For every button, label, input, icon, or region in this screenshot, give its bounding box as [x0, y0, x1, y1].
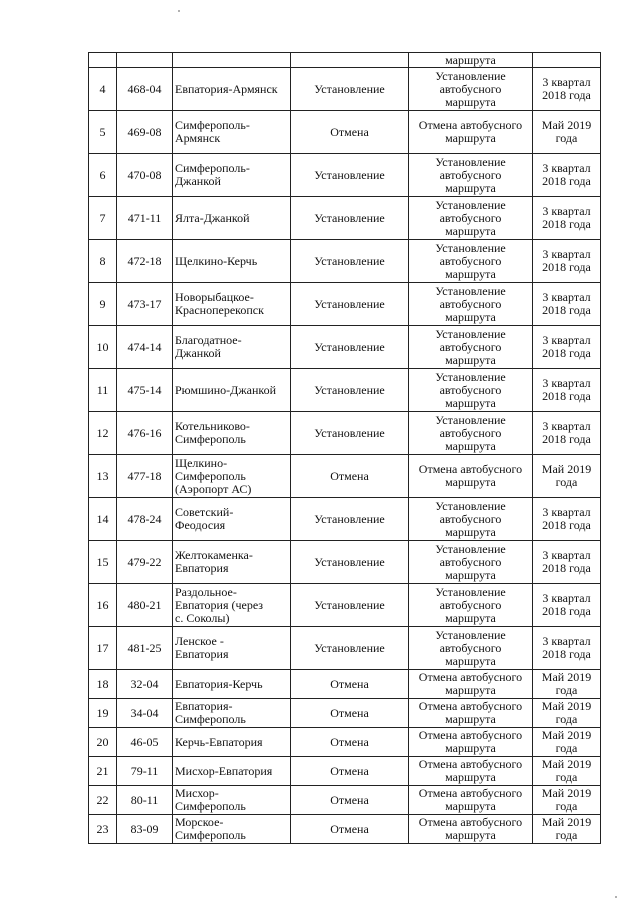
cell-route-name: Евпатория-Армянск [173, 68, 291, 111]
table-row [89, 815, 601, 844]
cell-code: 477-18 [117, 455, 173, 498]
table-row [89, 154, 601, 197]
table-row [89, 197, 601, 240]
cell-action: Установление [291, 412, 409, 455]
cell-num: 23 [89, 815, 117, 844]
cell-num: 16 [89, 584, 117, 627]
cell-code: 471-11 [117, 197, 173, 240]
cell-date [533, 53, 601, 68]
cell-action: Отмена [291, 699, 409, 728]
cell-route-name: Желтокаменка- Евпатория [173, 541, 291, 584]
cell-description: Отмена автобусного маршрута [409, 670, 533, 699]
cell-action: Отмена [291, 786, 409, 815]
table-row [89, 757, 601, 786]
cell-num: 14 [89, 498, 117, 541]
cell-date: Май 2019 года [533, 111, 601, 154]
table-row [89, 283, 601, 326]
cell-action: Установление [291, 240, 409, 283]
cell-route-name: Мисхор- Симферополь [173, 786, 291, 815]
cell-route-name: Ялта-Джанкой [173, 197, 291, 240]
cell-action: Установление [291, 326, 409, 369]
table-row [89, 786, 601, 815]
cell-date: 3 квартал 2018 года [533, 68, 601, 111]
cell-description: Отмена автобусного маршрута [409, 455, 533, 498]
cell-route-name: Советский- Феодосия [173, 498, 291, 541]
cell-description: Установление автобусного маршрута [409, 369, 533, 412]
cell-date: 3 квартал 2018 года [533, 627, 601, 670]
cell-date: 3 квартал 2018 года [533, 412, 601, 455]
cell-route-name [173, 53, 291, 68]
table-row [89, 111, 601, 154]
cell-date: 3 квартал 2018 года [533, 541, 601, 584]
cell-action: Отмена [291, 757, 409, 786]
cell-num: 5 [89, 111, 117, 154]
cell-code: 472-18 [117, 240, 173, 283]
cell-description: Установление автобусного маршрута [409, 498, 533, 541]
cell-description: Отмена автобусного маршрута [409, 786, 533, 815]
routes-table [88, 52, 601, 844]
cell-route-name: Керчь-Евпатория [173, 728, 291, 757]
cell-code: 46-05 [117, 728, 173, 757]
cell-num: 9 [89, 283, 117, 326]
cell-num: 10 [89, 326, 117, 369]
cell-action [291, 53, 409, 68]
cell-route-name: Морское- Симферополь [173, 815, 291, 844]
table-row [89, 584, 601, 627]
cell-description: Установление автобусного маршрута [409, 326, 533, 369]
cell-date: 3 квартал 2018 года [533, 498, 601, 541]
cell-description: Установление автобусного маршрута [409, 412, 533, 455]
cell-route-name: Благодатное- Джанкой [173, 326, 291, 369]
cell-action: Отмена [291, 111, 409, 154]
table-row [89, 498, 601, 541]
cell-description: Отмена автобусного маршрута [409, 815, 533, 844]
cell-num: 13 [89, 455, 117, 498]
cell-code: 83-09 [117, 815, 173, 844]
cell-date: Май 2019 года [533, 815, 601, 844]
cell-description: Отмена автобусного маршрута [409, 699, 533, 728]
cell-date: 3 квартал 2018 года [533, 584, 601, 627]
cell-description: Отмена автобусного маршрута [409, 728, 533, 757]
cell-date: Май 2019 года [533, 757, 601, 786]
cell-route-name: Рюмшино-Джанкой [173, 369, 291, 412]
table-row [89, 240, 601, 283]
table-row [89, 670, 601, 699]
table-row [89, 541, 601, 584]
table-row [89, 68, 601, 111]
cell-code: 474-14 [117, 326, 173, 369]
cell-action: Установление [291, 68, 409, 111]
table-row [89, 455, 601, 498]
cell-date: Май 2019 года [533, 699, 601, 728]
cell-code: 481-25 [117, 627, 173, 670]
table-row [89, 627, 601, 670]
cell-route-name: Щелкино- Симферополь (Аэропорт АС) [173, 455, 291, 498]
cell-route-name: Щелкино-Керчь [173, 240, 291, 283]
cell-code: 468-04 [117, 68, 173, 111]
cell-description: Отмена автобусного маршрута [409, 757, 533, 786]
cell-date: Май 2019 года [533, 670, 601, 699]
cell-action: Отмена [291, 728, 409, 757]
cell-num: 21 [89, 757, 117, 786]
cell-num: 6 [89, 154, 117, 197]
cell-code: 469-08 [117, 111, 173, 154]
table-row [89, 326, 601, 369]
cell-description: Установление автобусного маршрута [409, 584, 533, 627]
cell-date: 3 квартал 2018 года [533, 154, 601, 197]
cell-num: 20 [89, 728, 117, 757]
table-row [89, 369, 601, 412]
cell-code [117, 53, 173, 68]
cell-route-name: Евпатория-Керчь [173, 670, 291, 699]
cell-date: 3 квартал 2018 года [533, 197, 601, 240]
cell-description: Установление автобусного маршрута [409, 541, 533, 584]
cell-action: Установление [291, 369, 409, 412]
cell-action: Установление [291, 197, 409, 240]
cell-route-name: Раздольное- Евпатория (через с. Соколы) [173, 584, 291, 627]
scan-speck [615, 896, 617, 898]
cell-description: Установление автобусного маршрута [409, 68, 533, 111]
cell-num: 18 [89, 670, 117, 699]
cell-route-name: Ленское - Евпатория [173, 627, 291, 670]
cell-description: Установление автобусного маршрута [409, 240, 533, 283]
cell-action: Установление [291, 627, 409, 670]
cell-num: 17 [89, 627, 117, 670]
cell-num: 11 [89, 369, 117, 412]
cell-date: 3 квартал 2018 года [533, 283, 601, 326]
cell-route-name: Мисхор-Евпатория [173, 757, 291, 786]
cell-code: 473-17 [117, 283, 173, 326]
cell-code: 34-04 [117, 699, 173, 728]
table-row [89, 412, 601, 455]
cell-action: Отмена [291, 670, 409, 699]
cell-code: 478-24 [117, 498, 173, 541]
cell-description: маршрута [409, 53, 533, 68]
cell-route-name: Симферополь- Джанкой [173, 154, 291, 197]
cell-code: 470-08 [117, 154, 173, 197]
cell-description: Установление автобусного маршрута [409, 197, 533, 240]
cell-date: Май 2019 года [533, 455, 601, 498]
cell-action: Отмена [291, 455, 409, 498]
cell-action: Установление [291, 154, 409, 197]
cell-action: Установление [291, 498, 409, 541]
scan-speck [178, 10, 180, 12]
table-row [89, 699, 601, 728]
cell-code: 475-14 [117, 369, 173, 412]
cell-date: Май 2019 года [533, 786, 601, 815]
routes-table-body [89, 53, 601, 844]
cell-code: 479-22 [117, 541, 173, 584]
cell-code: 476-16 [117, 412, 173, 455]
cell-action: Установление [291, 584, 409, 627]
cell-description: Отмена автобусного маршрута [409, 111, 533, 154]
cell-date: 3 квартал 2018 года [533, 326, 601, 369]
cell-date: 3 квартал 2018 года [533, 369, 601, 412]
table-row-continuation [89, 53, 601, 68]
table-row [89, 728, 601, 757]
cell-num: 8 [89, 240, 117, 283]
cell-action: Установление [291, 541, 409, 584]
cell-action: Установление [291, 283, 409, 326]
cell-num: 19 [89, 699, 117, 728]
cell-description: Установление автобусного маршрута [409, 283, 533, 326]
cell-code: 79-11 [117, 757, 173, 786]
cell-code: 32-04 [117, 670, 173, 699]
cell-num: 7 [89, 197, 117, 240]
cell-description: Установление автобусного маршрута [409, 154, 533, 197]
cell-description: Установление автобусного маршрута [409, 627, 533, 670]
cell-route-name: Симферополь- Армянск [173, 111, 291, 154]
cell-code: 80-11 [117, 786, 173, 815]
cell-date: Май 2019 года [533, 728, 601, 757]
cell-action: Отмена [291, 815, 409, 844]
cell-date: 3 квартал 2018 года [533, 240, 601, 283]
cell-num: 12 [89, 412, 117, 455]
cell-route-name: Евпатория- Симферополь [173, 699, 291, 728]
cell-route-name: Котельниково- Симферополь [173, 412, 291, 455]
cell-num: 4 [89, 68, 117, 111]
cell-code: 480-21 [117, 584, 173, 627]
cell-num: 15 [89, 541, 117, 584]
cell-num: 22 [89, 786, 117, 815]
cell-num [89, 53, 117, 68]
cell-route-name: Новорыбацкое- Красноперекопск [173, 283, 291, 326]
